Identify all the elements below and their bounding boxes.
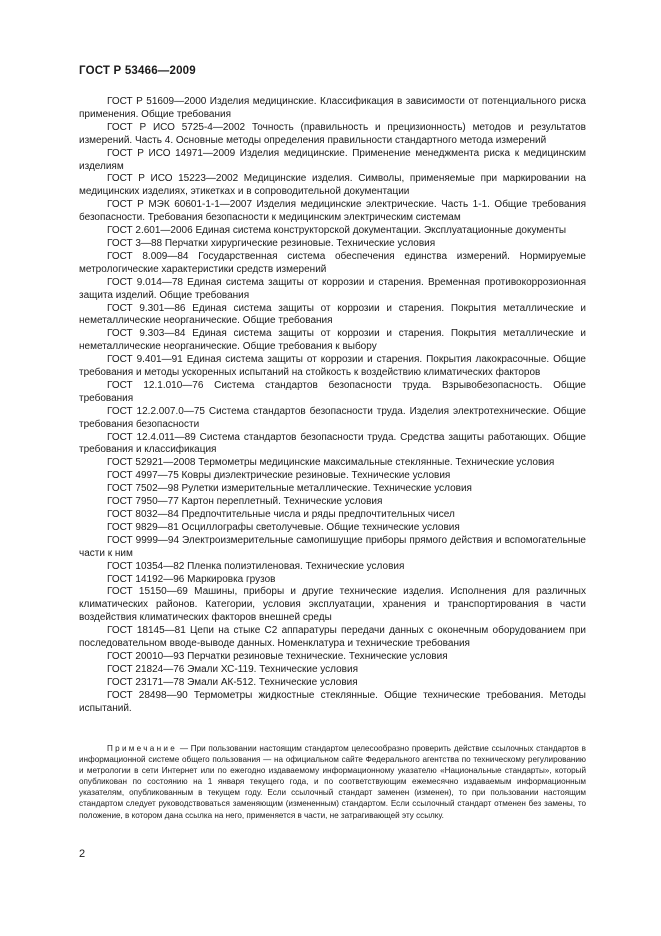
- reference-item: ГОСТ 12.1.010—76 Система стандартов безопасности труда. Взрывобезопасность. Общие требования: [79, 379, 586, 404]
- reference-item: ГОСТ Р ИСО 5725-4—2002 Точность (правильность и прецизионность) методов и результатов измерений. Часть 4. Основные методы определения правильности стандартного метода измерений: [79, 121, 586, 146]
- note-label: Примечание: [107, 744, 178, 753]
- reference-item: ГОСТ 14192—96 Маркировка грузов: [107, 573, 276, 585]
- page-number: 2: [79, 848, 86, 860]
- reference-item: ГОСТ 2.601—2006 Единая система конструкторской документации. Эксплуатационные документы: [107, 225, 567, 237]
- reference-item: ГОСТ 10354—82 Пленка полиэтиленовая. Технические условия: [107, 560, 405, 572]
- reference-item: ГОСТ 15150—69 Машины, приборы и другие технические изделия. Исполнения для различных климатических районов. Категории, условия эксплуатации, хранения и транспортирования в части воздействия климатических факторов внешней среды: [79, 586, 586, 624]
- note-text: — При пользовании настоящим стандартом целесообразно проверить действие ссылочных стандартов в информационной системе общего пользования — на официальном сайте Федерального агентства по техническому регулированию и метрологии в сети Интернет или по ежегодно издаваемому информационному указателю «Национальные стандарты», который опубликован по состоянию на 1 января текущего года, и по соответствующим ежемесячно издаваемым информационным указателям, опубликованным в текущем году. Если ссылочный стандарт заменен (изменен), то при пользовании настоящим стандартом следует руководствоваться заменяющим (измененным) стандартом. Если ссылочный стандарт отменен без замены, то положение, в котором дана ссылка на него, применяется в части, не затрагивающей эту ссылку.: [79, 744, 586, 820]
- reference-item: ГОСТ 9829—81 Осциллографы светолучевые. Общие технические условия: [107, 521, 460, 533]
- reference-item: ГОСТ 52921—2008 Термометры медицинские максимальные стеклянные. Технические условия: [107, 457, 555, 469]
- reference-item: ГОСТ 23171—78 Эмали АК-512. Технические условия: [107, 676, 358, 688]
- reference-item: ГОСТ Р ИСО 15223—2002 Медицинские изделия. Символы, применяемые при маркировании на медицинских изделиях, этикетках и в сопроводительной документации: [79, 173, 586, 198]
- note-paragraph: [79, 743, 586, 821]
- reference-item: ГОСТ 12.2.007.0—75 Система стандартов безопасности труда. Изделия электротехнические. Общие требования безопасности: [79, 405, 586, 430]
- reference-item: ГОСТ 7502—98 Рулетки измерительные металлические. Технические условия: [107, 483, 472, 495]
- reference-item: ГОСТ 12.4.011—89 Система стандартов безопасности труда. Средства защиты работающих. Общие требования и классификация: [79, 431, 586, 456]
- normative-references-list: [79, 96, 586, 716]
- reference-item: ГОСТ 8.009—84 Государственная система обеспечения единства измерений. Нормируемые метрологические характеристики средств измерений: [79, 250, 586, 275]
- reference-item: ГОСТ 20010—93 Перчатки резиновые технические. Технические условия: [107, 650, 448, 662]
- reference-item: ГОСТ 18145—81 Цепи на стыке С2 аппаратуры передачи данных с оконечным оборудованием при последовательном вводе-выводе данных. Номенклатура и технические требования: [79, 625, 586, 650]
- reference-item: ГОСТ Р ИСО 14971—2009 Изделия медицинские. Применение менеджмента риска к медицинским изделиям: [79, 147, 586, 172]
- reference-item: ГОСТ 21824—76 Эмали ХС-119. Технические условия: [107, 663, 358, 675]
- reference-item: ГОСТ 9.301—86 Единая система защиты от коррозии и старения. Покрытия металлические и неметаллические неорганические. Общие требования: [79, 302, 586, 327]
- reference-item: ГОСТ 9.303—84 Единая система защиты от коррозии и старения. Покрытия металлические и неметаллические неорганические. Общие требования к выбору: [79, 328, 586, 353]
- reference-item: ГОСТ 9999—94 Электроизмерительные самопишущие приборы прямого действия и вспомогательные части к ним: [79, 534, 586, 559]
- reference-item: ГОСТ Р МЭК 60601-1-1—2007 Изделия медицинские электрические. Часть 1-1. Общие требования безопасности. Требования безопасности к медицинским электрическим системам: [79, 199, 586, 224]
- reference-item: ГОСТ 9.014—78 Единая система защиты от коррозии и старения. Временная противокоррозионная защита изделий. Общие требования: [79, 276, 586, 301]
- reference-item: ГОСТ 8032—84 Предпочтительные числа и ряды предпочтительных чисел: [107, 509, 455, 520]
- reference-item: ГОСТ 9.401—91 Единая система защиты от коррозии и старения. Покрытия лакокрасочные. Общие требования и методы ускоренных испытаний на стойкость к воздействию климатических факторов: [79, 354, 586, 379]
- document-header: ГОСТ Р 53466—2009: [79, 65, 196, 77]
- reference-item: ГОСТ 7950—77 Картон переплетный. Технические условия: [107, 496, 383, 508]
- reference-item: ГОСТ Р 51609—2000 Изделия медицинские. Классификация в зависимости от потенциального риска применения. Общие требования: [79, 96, 586, 120]
- reference-item: ГОСТ 3—88 Перчатки хирургические резиновые. Технические условия: [107, 237, 436, 249]
- reference-item: ГОСТ 28498—90 Термометры жидкостные стеклянные. Общие технические требования. Методы испытаний.: [79, 689, 586, 714]
- reference-item: ГОСТ 4997—75 Ковры диэлектрические резиновые. Технические условия: [107, 470, 451, 482]
